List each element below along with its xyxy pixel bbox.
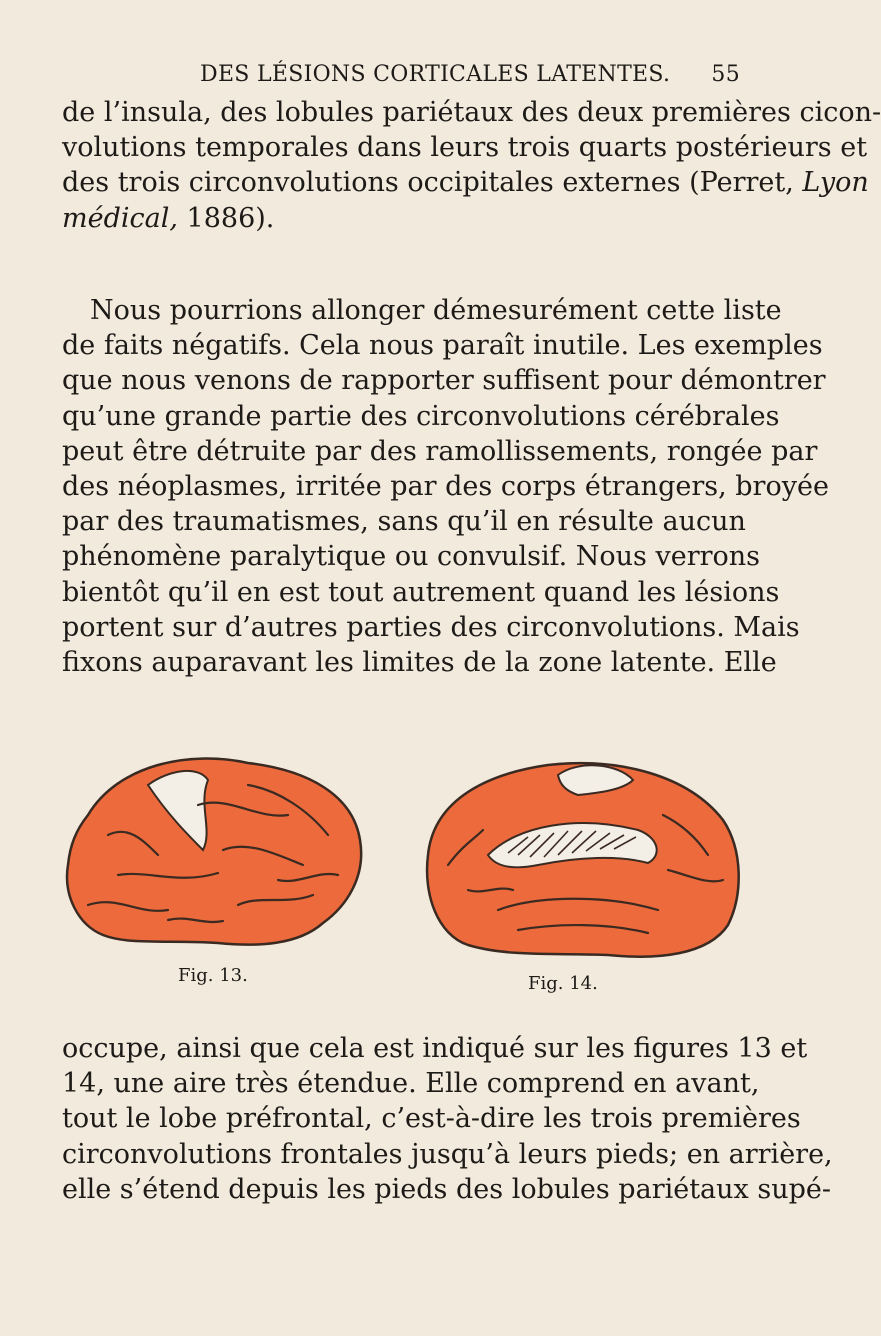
text-line: de faits négatifs. Cela nous paraît inutile. Les exemples [62, 330, 823, 362]
text-line: portent sur d’autres parties des circonvolutions. Mais [62, 611, 800, 643]
text-line: de l’insula, des lobules pariétaux des deux premières cicon- [62, 97, 881, 128]
text-line: que nous venons de rapporter suffisent pour démontrer [62, 365, 826, 397]
running-header [200, 58, 740, 92]
text-line: par des traumatismes, sans qu’il en résulte aucun [62, 506, 746, 538]
text-line: occupe, ainsi que cela est indiqué sur les figures 13 et [62, 1033, 808, 1064]
text-line: tout le lobe préfrontal, c’est-à-dire les trois premières [62, 1103, 801, 1135]
text-line: elle s’étend depuis les pieds des lobules pariétaux supé- [62, 1173, 831, 1205]
figure-14-caption: Fig. 14. [528, 973, 598, 994]
text-line: Nous pourrions allonger démesurément cette liste [90, 295, 782, 326]
text-line: bientôt qu’il en est tout autrement quand les lésions [62, 576, 780, 608]
text-line: 14, une aire très étendue. Elle comprend en avant, [62, 1068, 760, 1100]
brain-lateral-drawing [48, 745, 378, 965]
figure-13-brain-lateral [48, 745, 388, 1005]
page-number: 55 [711, 62, 740, 87]
text-line [62, 201, 742, 236]
italic-journal-name: Lyon [802, 167, 869, 199]
text-line: fixons auparavant les limites de la zone latente. Elle [62, 646, 777, 678]
text-line: phénomène paralytique ou convulsif. Nous verrons [62, 541, 761, 573]
paragraph-2 [62, 293, 829, 680]
paragraph-3 [62, 1031, 833, 1207]
running-title: DES LÉSIONS CORTICALES LATENTES. [200, 62, 671, 87]
italic-journal-name-cont: médical, [62, 202, 178, 234]
text-line: volutions temporales dans leurs trois quarts postérieurs et [62, 132, 868, 164]
text-line: peut être détruite par des ramollissements, rongée par [62, 435, 818, 467]
figure-14-brain-medial [408, 745, 748, 1005]
paragraph-1 [62, 95, 881, 236]
figure-13-caption: Fig. 13. [178, 965, 248, 986]
text-line: circonvolutions frontales jusqu’à leurs pieds; en arrière, [62, 1138, 833, 1170]
brain-outline [67, 759, 361, 945]
text-segment: des trois circonvolutions occipitales externes (Perret, [62, 167, 794, 199]
text-line: qu’une grande partie des circonvolutions cérébrales [62, 400, 780, 432]
text-line: des néoplasmes, irritée par des corps étrangers, broyée [62, 470, 829, 502]
text-line [62, 165, 869, 200]
brain-medial-drawing [408, 745, 748, 970]
text-segment: 1886). [186, 202, 275, 234]
